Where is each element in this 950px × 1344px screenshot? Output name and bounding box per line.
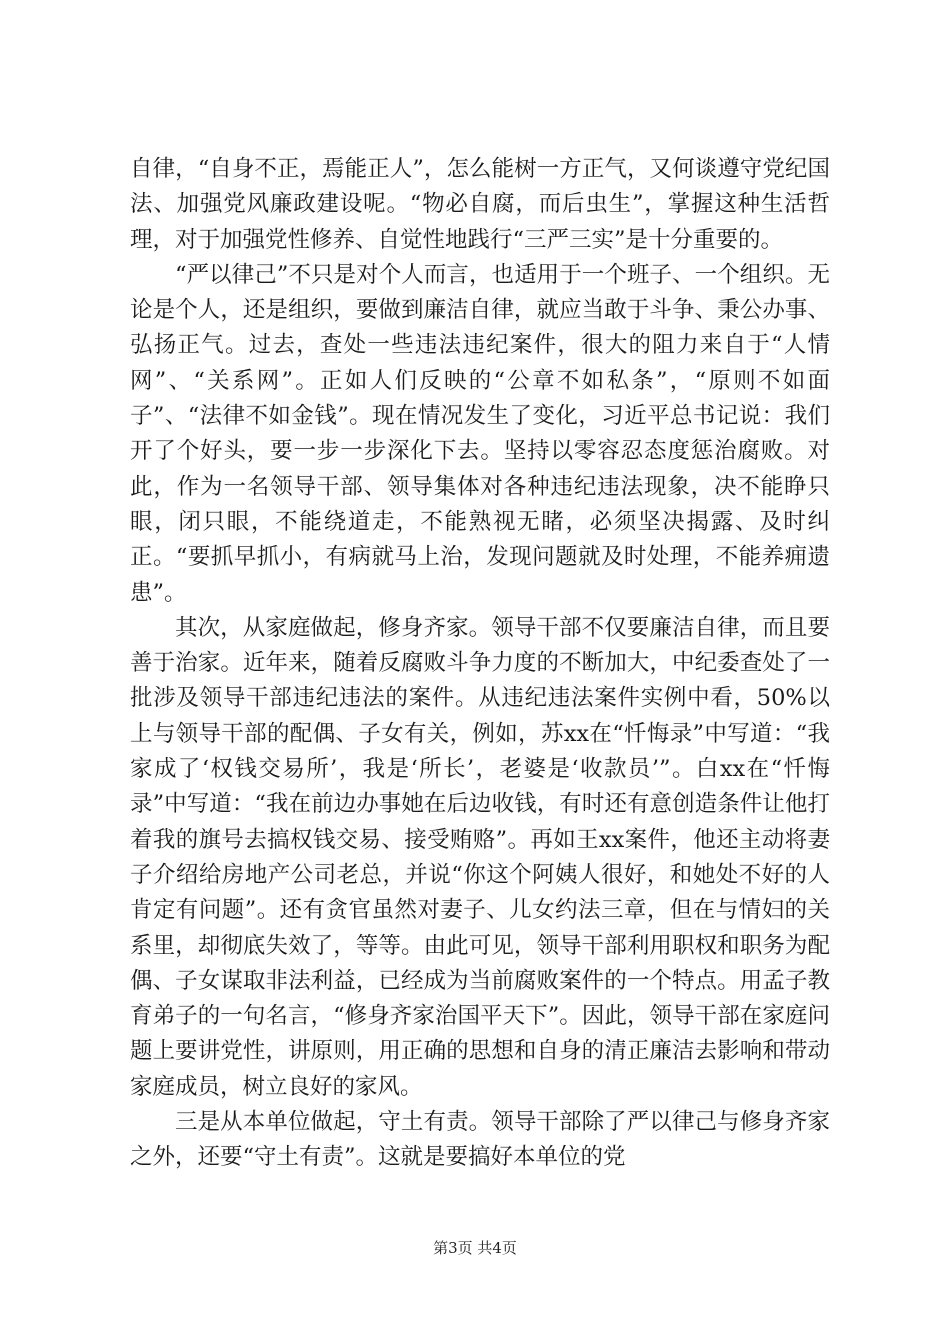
paragraph-continued: 自律，“自身不正，焉能正人”，怎么能树一方正气，又何谈遵守党纪国法、加强党风廉政建设呢。“物必自腐，而后虫生”，掌握这种生活哲理，对于加强党性修养、自觉性地践行“三严三实”是十分重要的。 [130,156,830,253]
page-footer: 第3页 共4页 [433,1239,517,1257]
paragraph-family: 其次，从家庭做起，修身齐家。领导干部不仅要廉洁自律，而且要善于治家。近年来，随着反腐败斗争力度的不断加大，中纪委查处了一批涉及领导干部违纪违法的案件。从违纪违法案件实例中看，50%以上与领导干部的配偶、子女有关，例如，苏xx在“忏悔录”中写道：“我家成了‘权钱交易所’，我是‘所长’，老婆是‘收款员’”。白xx在“忏悔录”中写道：“我在前边办事她在后边收钱，有时还有意创造条件让他打着我的旗号去搞权钱交易、接受贿赂”。再如王xx案件，他还主动将妻子介绍给房地产公司老总，并说“你这个阿姨人很好，和她处不好的人肯定有问题”。还有贪官虽然对妻子、儿女约法三章，但在与情妇的关系里，却彻底失效了，等等。由此可见，领导干部利用职权和职务为配偶、子女谋取非法利益，已经成为当前腐败案件的一个特点。用孟子教育弟子的一句名言，“修身齐家治国平天下”。因此，领导干部在家庭问题上要讲党性，讲原则，用正确的思想和自身的清正廉洁去影响和带动家庭成员，树立良好的家风。 [130,614,830,1100]
paragraph-unit: 三是从本单位做起，守土有责。领导干部除了严以律己与修身齐家之外，还要“守土有责”。这就是要搞好本单位的党 [130,1109,830,1171]
document-body [130,152,830,1176]
paragraph-self-discipline: “严以律己”不只是对个人而言，也适用于一个班子、一个组织。无论是个人，还是组织，要做到廉洁自律，就应当敢于斗争、秉公办事、弘扬正气。过去，查处一些违法违纪案件，很大的阻力来自于“人情网”、“关系网”。正如人们反映的“公章不如私条”，“原则不如面子”、“法律不如金钱”。现在情况发生了变化，习近平总书记说：我们开了个好头，要一步一步深化下去。坚持以零容忍态度惩治腐败。对此，作为一名领导干部、领导集体对各种违纪违法现象，决不能睁只眼，闭只眼，不能绕道走，不能熟视无睹，必须坚决揭露、及时纠正。“要抓早抓小，有病就马上治，发现问题就及时处理，不能养痈遗患”。 [130,261,830,606]
